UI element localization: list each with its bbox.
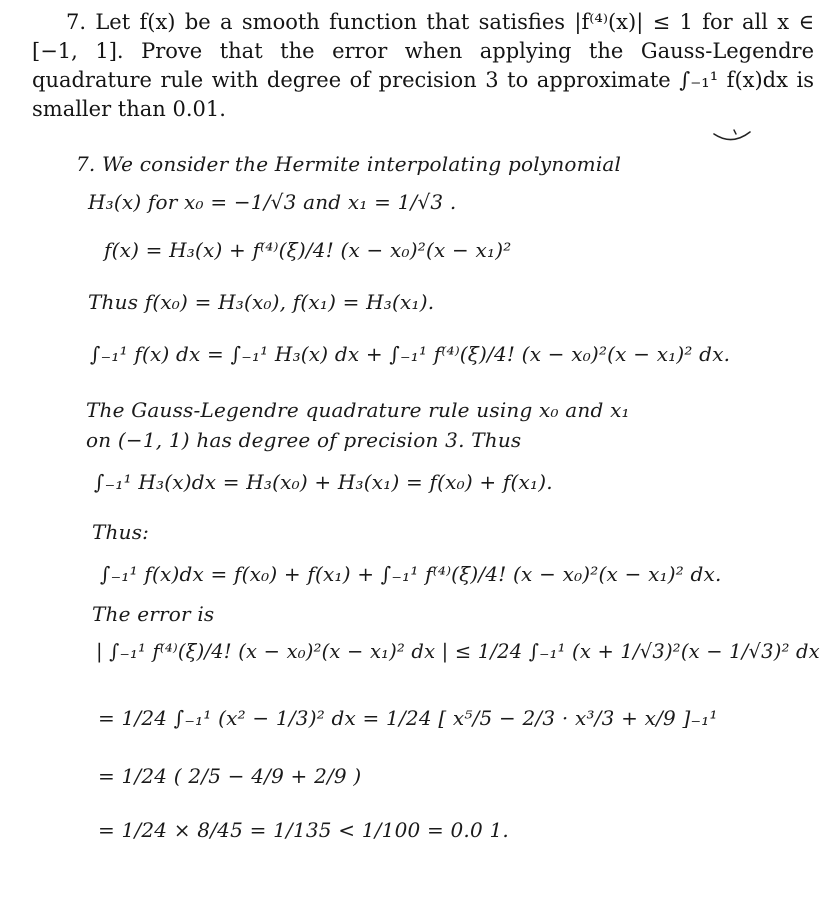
problem-text: 7. Let f(x) be a smooth function that satisfies |f⁽⁴⁾(x)| ≤ 1 for all x ∈ [−1, 1]. Prove that the error when applying the Gauss-Legendre quadrature rule with degree of precision 3 to approximate ∫₋₁¹ f(x)dx is smaller than 0.01. <box>32 10 814 121</box>
solution-line-7: on (−1, 1) has degree of precision 3. Thus <box>86 428 522 452</box>
solution-line-12: | ∫₋₁¹ f⁽⁴⁾(ξ)/4! (x − x₀)²(x − x₁)² dx | ≤ 1/24 ∫₋₁¹ (x + 1/√3)²(x − 1/√3)² dx <box>96 640 820 663</box>
solution-line-15: = 1/24 × 8/45 = 1/135 < 1/100 = 0.0 1. <box>98 818 509 842</box>
solution-line-6: The Gauss-Legendre quadrature rule using x₀ and x₁ <box>86 398 630 422</box>
solution-line-13: = 1/24 ∫₋₁¹ (x² − 1/3)² dx = 1/24 [ x⁵/5 − 2/3 · x³/3 + x/9 ]₋₁¹ <box>98 706 718 730</box>
solution-line-8: ∫₋₁¹ H₃(x)dx = H₃(x₀) + H₃(x₁) = f(x₀) + f(x₁). <box>94 470 553 494</box>
solution-line-4: Thus f(x₀) = H₃(x₀), f(x₁) = H₃(x₁). <box>88 290 435 314</box>
solution-line-2: H₃(x) for x₀ = −1/√3 and x₁ = 1/√3 . <box>88 190 457 214</box>
solution-line-11: The error is <box>92 602 215 626</box>
solution-line-5: ∫₋₁¹ f(x) dx = ∫₋₁¹ H₃(x) dx + ∫₋₁¹ f⁽⁴⁾(ξ)/4! (x − x₀)²(x − x₁)² dx. <box>90 342 731 366</box>
solution-line-3: f(x) = H₃(x) + f⁽⁴⁾(ξ)/4! (x − x₀)²(x − x₁)² <box>104 238 512 262</box>
solution-line-10: ∫₋₁¹ f(x)dx = f(x₀) + f(x₁) + ∫₋₁¹ f⁽⁴⁾(ξ)/4! (x − x₀)²(x − x₁)² dx. <box>100 562 722 586</box>
solution-line-9: Thus: <box>92 520 150 544</box>
solution-line-14: = 1/24 ( 2/5 − 4/9 + 2/9 ) <box>98 764 362 788</box>
solution-line-1: 7. We consider the Hermite interpolating polynomial <box>76 152 622 176</box>
